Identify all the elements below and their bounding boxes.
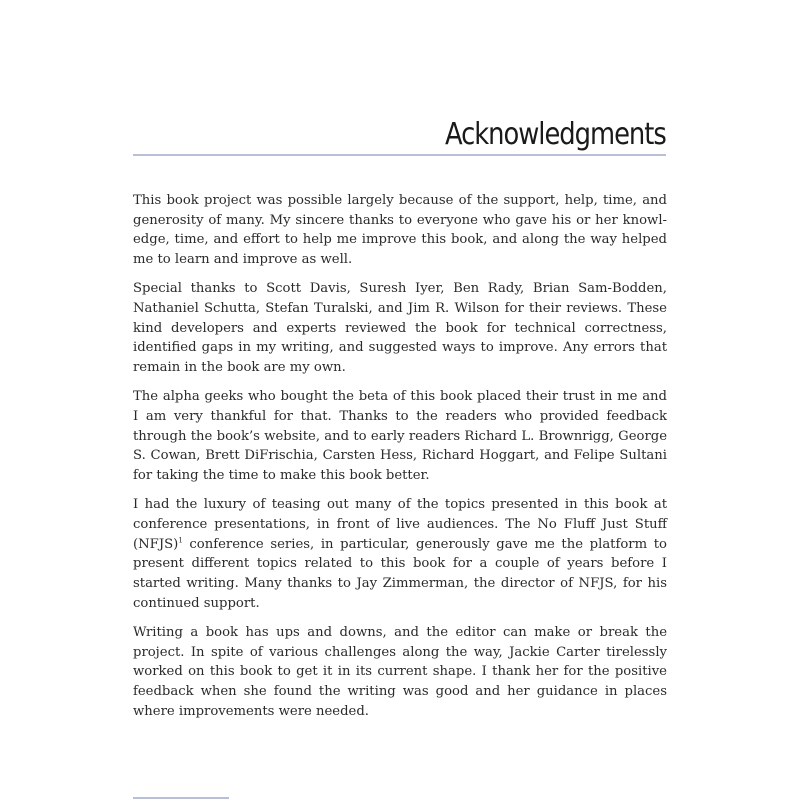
chapter-heading: [133, 112, 666, 156]
paragraph-beta-readers: The alpha geeks who bought the beta of this book placed their trust in me and I am very thankful for that. Thanks to the readers who provided feedback through the book’s website, and to early readers Richard L. Brownrigg, George S. Cowan, Brett DiFrischia, Carsten Hess, Richard Hoggart, and Felipe Sultani for taking the time to make this book better.: [133, 389, 667, 484]
chapter-title: Acknowledgments: [445, 117, 666, 152]
paragraph-support: This book project was possible largely because of the support, help, time, and generosity of many. My sincere thanks to everyone who gave his or her knowledge, time, and effort to help me improve this book, and along the way helped me to learn and improve as well.: [133, 193, 667, 268]
footnote-rule: [133, 797, 229, 799]
footnote-reference[interactable]: 1: [178, 536, 183, 545]
paragraph-nfjs-text-after: conference series, in particular, generously gave me the platform to present different topics related to this book for a couple of years before I started writing. Many thanks to Jay Zimmerman, the director of NFJS, for his continued support.: [133, 536, 667, 611]
title-rule: [133, 154, 666, 156]
paragraph-editor: Writing a book has ups and downs, and the editor can make or break the project. In spite of various challenges along the way, Jackie Carter tirelessly worked on this book to get it in its current shape. I thank her for the positive feedback when she found the writing was good and her guidance in places where improvements were needed.: [133, 625, 667, 719]
body-text: [133, 191, 667, 731]
paragraph-reviewers: Special thanks to Scott Davis, Suresh Iyer, Ben Rady, Brian Sam-Bodden, Nathaniel Schutta, Stefan Turalski, and Jim R. Wilson for their reviews. These kind developers and experts reviewed the book for technical correctness, identified gaps in my writing, and suggested ways to improve. Any errors that remain in the book are my own.: [133, 281, 667, 376]
paragraph-nfjs-text-before: I had the luxury of teasing out many of the topics presented in this book at conference presentations, in front of live audiences. The No Fluff Just Stuff (NFJS): [133, 497, 667, 552]
paragraph-nfjs: [133, 495, 667, 613]
